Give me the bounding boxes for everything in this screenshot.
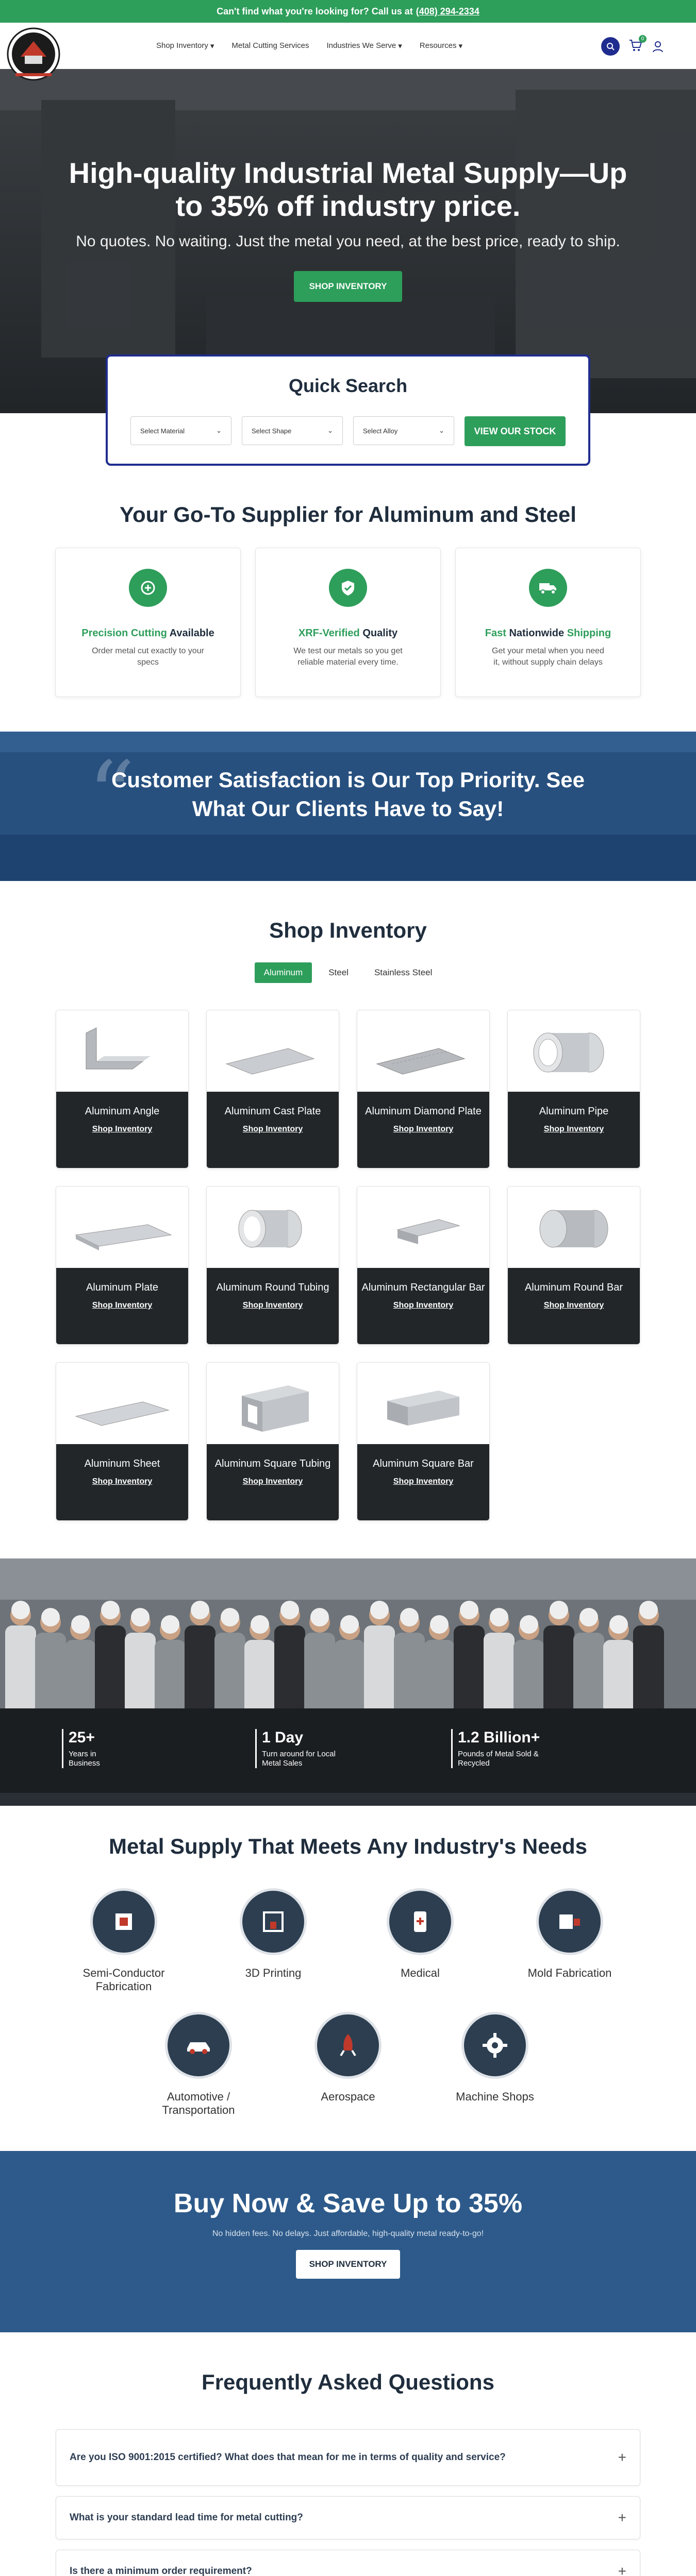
- industry-mold-fabrication[interactable]: [513, 1888, 626, 1980]
- industry-machine-shops[interactable]: [438, 2012, 552, 2104]
- product-name: Aluminum Rectangular Bar: [361, 1282, 485, 1293]
- plus-icon: +: [618, 2510, 626, 2526]
- product-name: Aluminum Angle: [85, 1106, 160, 1117]
- product-image: [357, 1187, 489, 1268]
- announcement-phone-link[interactable]: (408) 294-2334: [416, 6, 479, 16]
- product-grid: [56, 1010, 640, 1521]
- product-image: [357, 1363, 489, 1444]
- feature-title: [256, 628, 440, 639]
- buy-shop-inventory-button[interactable]: SHOP INVENTORY: [296, 2250, 401, 2279]
- feature-card-precision-cutting: [55, 548, 241, 697]
- medical-icon: [387, 1888, 454, 1955]
- faq-question: Is there a minimum order requirement?: [70, 2566, 252, 2576]
- chevron-down-icon: ⌄: [216, 427, 222, 434]
- gear-icon: [461, 2012, 528, 2079]
- product-name: Aluminum Round Bar: [524, 1282, 623, 1293]
- faq-section: [0, 2370, 696, 2395]
- testimonial-banner: [0, 732, 696, 881]
- product-card-aluminum-round-tubing[interactable]: [206, 1186, 339, 1345]
- industry-label: Machine Shops: [456, 2090, 534, 2103]
- faq-title: Frequently Asked Questions: [202, 2370, 494, 2394]
- hero-subtitle: No quotes. No waiting. Just the metal you need, at the best price, ready to ship.: [76, 233, 620, 250]
- stat-value: 1 Day: [262, 1729, 304, 1746]
- shop-inventory-link[interactable]: Shop Inventory: [242, 1125, 303, 1133]
- shop-inventory-link[interactable]: Shop Inventory: [92, 1477, 153, 1486]
- feature-title: [56, 628, 240, 639]
- nav-industries-label: Industries We Serve: [326, 41, 396, 50]
- nav-shop-inventory-label: Shop Inventory: [156, 41, 208, 50]
- shop-inventory-link[interactable]: Shop Inventory: [242, 1301, 303, 1310]
- product-card-aluminum-pipe[interactable]: [507, 1010, 640, 1168]
- supplier-section: [0, 502, 696, 697]
- faq-question: Are you ISO 9001:2015 certified? What does that mean for me in terms of quality and service?: [70, 2452, 506, 2463]
- faq-list: [56, 2429, 640, 2576]
- truck-icon: [529, 569, 567, 607]
- product-name: Aluminum Pipe: [539, 1106, 609, 1117]
- product-image: [357, 1010, 489, 1092]
- alloy-select-value: Select Alloy: [363, 427, 398, 435]
- feature-description: We test our metals so you get reliable material every time.: [293, 647, 403, 667]
- product-image: [508, 1010, 640, 1092]
- product-card-aluminum-diamond-plate[interactable]: [357, 1010, 490, 1168]
- product-name: Aluminum Cast Plate: [224, 1106, 321, 1117]
- hero-shop-inventory-button[interactable]: SHOP INVENTORY: [294, 271, 403, 302]
- feature-card-xrf-verified: [255, 548, 441, 697]
- feature-title-accent: Fast: [485, 628, 506, 639]
- product-image: [508, 1187, 640, 1268]
- mold-icon: [536, 1888, 603, 1955]
- product-card-aluminum-sheet[interactable]: [56, 1362, 189, 1521]
- printer-3d-icon: [240, 1888, 307, 1955]
- announcement-bar: [0, 0, 696, 23]
- material-select-value: Select Material: [140, 427, 185, 435]
- product-card-aluminum-square-bar[interactable]: [357, 1362, 490, 1521]
- stat-label: Years in Business: [69, 1750, 100, 1768]
- industry-aerospace[interactable]: [291, 2012, 405, 2104]
- tab-steel[interactable]: Steel: [328, 968, 349, 977]
- product-image: [207, 1010, 339, 1092]
- tab-stainless-steel[interactable]: Stainless Steel: [374, 968, 433, 977]
- nav-resources[interactable]: [420, 41, 462, 50]
- product-card-aluminum-angle[interactable]: [56, 1010, 189, 1168]
- cut-icon: [129, 569, 167, 607]
- product-card-body: [56, 1268, 188, 1345]
- plus-icon: +: [618, 2563, 626, 2576]
- feature-title-accent2: Shipping: [567, 628, 611, 639]
- product-image: [56, 1187, 188, 1268]
- chevron-down-icon: ⌄: [439, 427, 444, 434]
- buy-now-subtitle: No hidden fees. No delays. Just affordable, high-quality metal ready-to-go!: [212, 2229, 484, 2238]
- feature-title-accent: XRF-Verified: [298, 628, 360, 639]
- stats-bar: [0, 1708, 696, 1793]
- feature-title: [456, 628, 640, 639]
- product-name: Aluminum Plate: [86, 1282, 159, 1293]
- chevron-down-icon: ▾: [398, 41, 402, 50]
- chevron-down-icon: ▾: [210, 41, 214, 50]
- supplier-title: Your Go-To Supplier for Aluminum and Steel: [120, 502, 576, 527]
- product-name: Aluminum Square Bar: [373, 1458, 474, 1469]
- product-name: Aluminum Sheet: [84, 1458, 160, 1469]
- product-image: [56, 1010, 188, 1092]
- feature-description: Get your metal when you need it, without supply chain delays: [492, 647, 604, 667]
- product-card-aluminum-rectangular-bar[interactable]: [357, 1186, 490, 1345]
- industries-section: [0, 1834, 696, 1859]
- product-name: Aluminum Diamond Plate: [365, 1106, 482, 1117]
- feature-title-mid: Nationwide: [506, 628, 567, 639]
- feature-title-rest: Quality: [359, 628, 398, 639]
- car-icon: [165, 2012, 232, 2079]
- stat-years: [62, 1729, 125, 1768]
- product-card-body: [207, 1092, 339, 1168]
- industries-title: Metal Supply That Meets Any Industry's Needs: [109, 1834, 587, 1858]
- product-name: Aluminum Square Tubing: [214, 1458, 331, 1469]
- product-card-body: [508, 1092, 640, 1168]
- faq-item[interactable]: [56, 2550, 640, 2576]
- quote-icon: “: [88, 742, 136, 850]
- plus-icon: +: [618, 2449, 626, 2465]
- shield-check-icon: [329, 569, 367, 607]
- product-card-aluminum-cast-plate[interactable]: [206, 1010, 339, 1168]
- product-card-aluminum-plate[interactable]: [56, 1186, 189, 1345]
- industry-automotive[interactable]: [142, 2012, 255, 2117]
- quick-search-panel: [106, 354, 590, 466]
- product-card-aluminum-square-tubing[interactable]: [206, 1362, 339, 1521]
- industry-label: Medical: [401, 1967, 440, 1979]
- buy-now-title: Buy Now & Save Up to 35%: [173, 2189, 523, 2218]
- shape-select-value: Select Shape: [252, 427, 292, 435]
- shop-inventory-link[interactable]: Shop Inventory: [92, 1125, 153, 1133]
- product-card-body: [207, 1444, 339, 1521]
- industry-semiconductor[interactable]: [67, 1888, 180, 1993]
- material-select[interactable]: [130, 416, 231, 445]
- view-stock-button[interactable]: VIEW OUR STOCK: [465, 416, 566, 446]
- nav-metal-cutting-label: Metal Cutting Services: [231, 41, 309, 50]
- chevron-down-icon: ⌄: [327, 427, 333, 434]
- industry-label: Aerospace: [321, 2090, 375, 2103]
- alloy-select[interactable]: [353, 416, 454, 445]
- shop-inventory-link[interactable]: Shop Inventory: [543, 1301, 604, 1310]
- product-image: [207, 1187, 339, 1268]
- feature-title-rest: Available: [167, 628, 214, 639]
- chip-icon: [90, 1888, 157, 1955]
- product-image: [207, 1363, 339, 1444]
- industry-label: Mold Fabrication: [527, 1967, 612, 1979]
- stat-value: 1.2 Billion+: [458, 1729, 540, 1746]
- product-card-body: [357, 1444, 489, 1521]
- team-photo: [0, 1558, 696, 1713]
- search-button[interactable]: [601, 37, 620, 56]
- feature-description: Order metal cut exactly to your specs: [92, 647, 204, 667]
- testimonial-title: Customer Satisfaction is Our Top Priority. See What Our Clients Have to Say!: [111, 768, 585, 821]
- faq-question: What is your standard lead time for metal cutting?: [70, 2512, 303, 2523]
- hero-title: High-quality Industrial Metal Supply—Up to 35% off industry price.: [69, 157, 627, 222]
- shop-inventory-link[interactable]: Shop Inventory: [393, 1301, 454, 1310]
- shape-select[interactable]: [242, 416, 343, 445]
- company-logo[interactable]: [5, 26, 62, 82]
- feature-card-fast-shipping: [455, 548, 641, 697]
- rocket-icon: [314, 2012, 382, 2079]
- feature-title-accent: Precision Cutting: [81, 628, 167, 639]
- nav-resources-label: Resources: [419, 41, 457, 50]
- account-icon[interactable]: [652, 40, 664, 53]
- buy-now-banner: [0, 2151, 696, 2332]
- shop-inventory-link[interactable]: Shop Inventory: [242, 1477, 303, 1486]
- cart-button[interactable]: [629, 36, 644, 54]
- quick-search-title: Quick Search: [288, 375, 408, 396]
- chevron-down-icon: ▾: [458, 41, 463, 50]
- stat-value: 25+: [69, 1729, 95, 1746]
- stat-turnaround: [255, 1729, 344, 1768]
- nav-industries[interactable]: [326, 41, 402, 50]
- industry-label: Automotive / Transportation: [162, 2090, 235, 2116]
- search-icon: [606, 42, 615, 50]
- shop-inventory-link[interactable]: Shop Inventory: [393, 1125, 454, 1133]
- faq-item[interactable]: [56, 2429, 640, 2486]
- product-card-aluminum-round-bar[interactable]: [507, 1186, 640, 1345]
- industry-label: Semi-Conductor Fabrication: [82, 1967, 165, 1993]
- main-nav: [0, 23, 696, 69]
- inventory-title: Shop Inventory: [269, 918, 427, 942]
- product-card-body: [357, 1268, 489, 1345]
- industry-3d-printing[interactable]: [217, 1888, 330, 1980]
- shop-inventory-link[interactable]: Shop Inventory: [543, 1125, 604, 1133]
- product-card-body: [56, 1092, 188, 1168]
- announcement-text: Can't find what you're looking for? Call us at: [217, 6, 413, 16]
- shop-inventory-link[interactable]: Shop Inventory: [92, 1301, 153, 1310]
- shop-inventory-link[interactable]: Shop Inventory: [393, 1477, 454, 1486]
- industry-medical[interactable]: [363, 1888, 477, 1980]
- stat-pounds: [451, 1729, 540, 1768]
- nav-shop-inventory[interactable]: [156, 41, 214, 50]
- product-card-body: [357, 1092, 489, 1168]
- product-card-body: [56, 1444, 188, 1521]
- product-image: [56, 1363, 188, 1444]
- faq-item[interactable]: [56, 2496, 640, 2539]
- cart-count-badge: 0: [639, 35, 647, 43]
- shop-inventory-section: [0, 918, 696, 983]
- stat-label: Turn around for Local Metal Sales: [262, 1750, 336, 1768]
- tab-aluminum[interactable]: Aluminum: [255, 962, 312, 983]
- product-card-body: [207, 1268, 339, 1345]
- stat-label: Pounds of Metal Sold & Recycled: [458, 1750, 539, 1768]
- nav-metal-cutting[interactable]: [231, 41, 309, 50]
- product-name: Aluminum Round Tubing: [216, 1282, 329, 1293]
- industry-label: 3D Printing: [245, 1967, 302, 1979]
- product-card-body: [508, 1268, 640, 1345]
